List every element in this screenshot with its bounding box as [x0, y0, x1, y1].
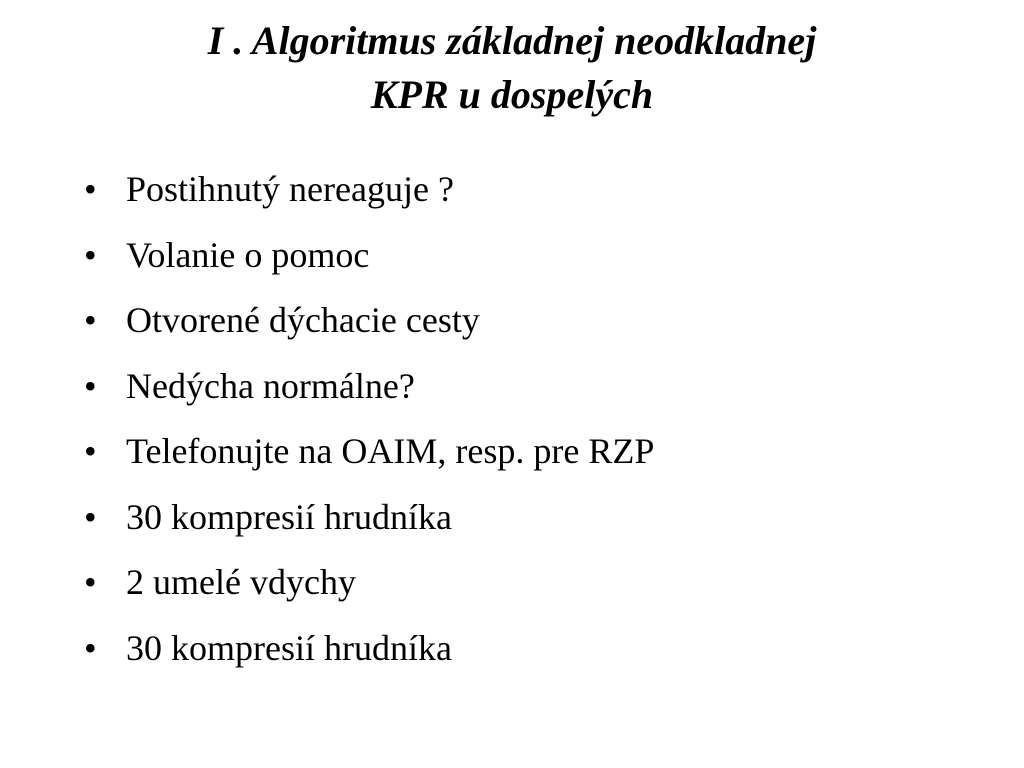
bullet-text: 30 kompresií hrudníka	[126, 496, 452, 537]
bullet-dot-icon: •	[84, 169, 97, 209]
bullet-item-5	[84, 422, 654, 488]
title-line-1: I . Algoritmus základnej neodkladnej	[207, 18, 817, 63]
bullet-item-8	[84, 619, 654, 685]
bullet-item-3	[84, 291, 654, 357]
slide-title	[0, 14, 1024, 122]
title-line-2: KPR u dospelých	[370, 72, 654, 117]
bullet-list	[84, 160, 654, 684]
bullet-text: Otvorené dýchacie cesty	[126, 300, 480, 340]
bullet-text: Volanie o pomoc	[126, 234, 370, 275]
bullet-dot-icon: •	[84, 365, 97, 406]
bullet-text: 2 umelé vdychy	[126, 562, 356, 602]
bullet-dot-icon: •	[84, 627, 97, 668]
bullet-dot-icon: •	[84, 234, 97, 275]
bullet-item-7	[84, 553, 654, 619]
bullet-dot-icon: •	[84, 300, 97, 340]
bullet-dot-icon: •	[84, 562, 97, 602]
bullet-dot-icon: •	[84, 431, 97, 471]
bullet-dot-icon: •	[84, 496, 97, 537]
bullet-item-2	[84, 226, 654, 292]
bullet-text: Postihnutý nereaguje ?	[126, 169, 454, 209]
bullet-item-6	[84, 488, 654, 554]
bullet-text: 30 kompresií hrudníka	[126, 627, 452, 668]
bullet-text: Nedýcha normálne?	[126, 365, 415, 406]
bullet-text: Telefonujte na OAIM, resp. pre RZP	[126, 431, 655, 471]
bullet-item-1	[84, 160, 654, 226]
bullet-item-4	[84, 357, 654, 423]
